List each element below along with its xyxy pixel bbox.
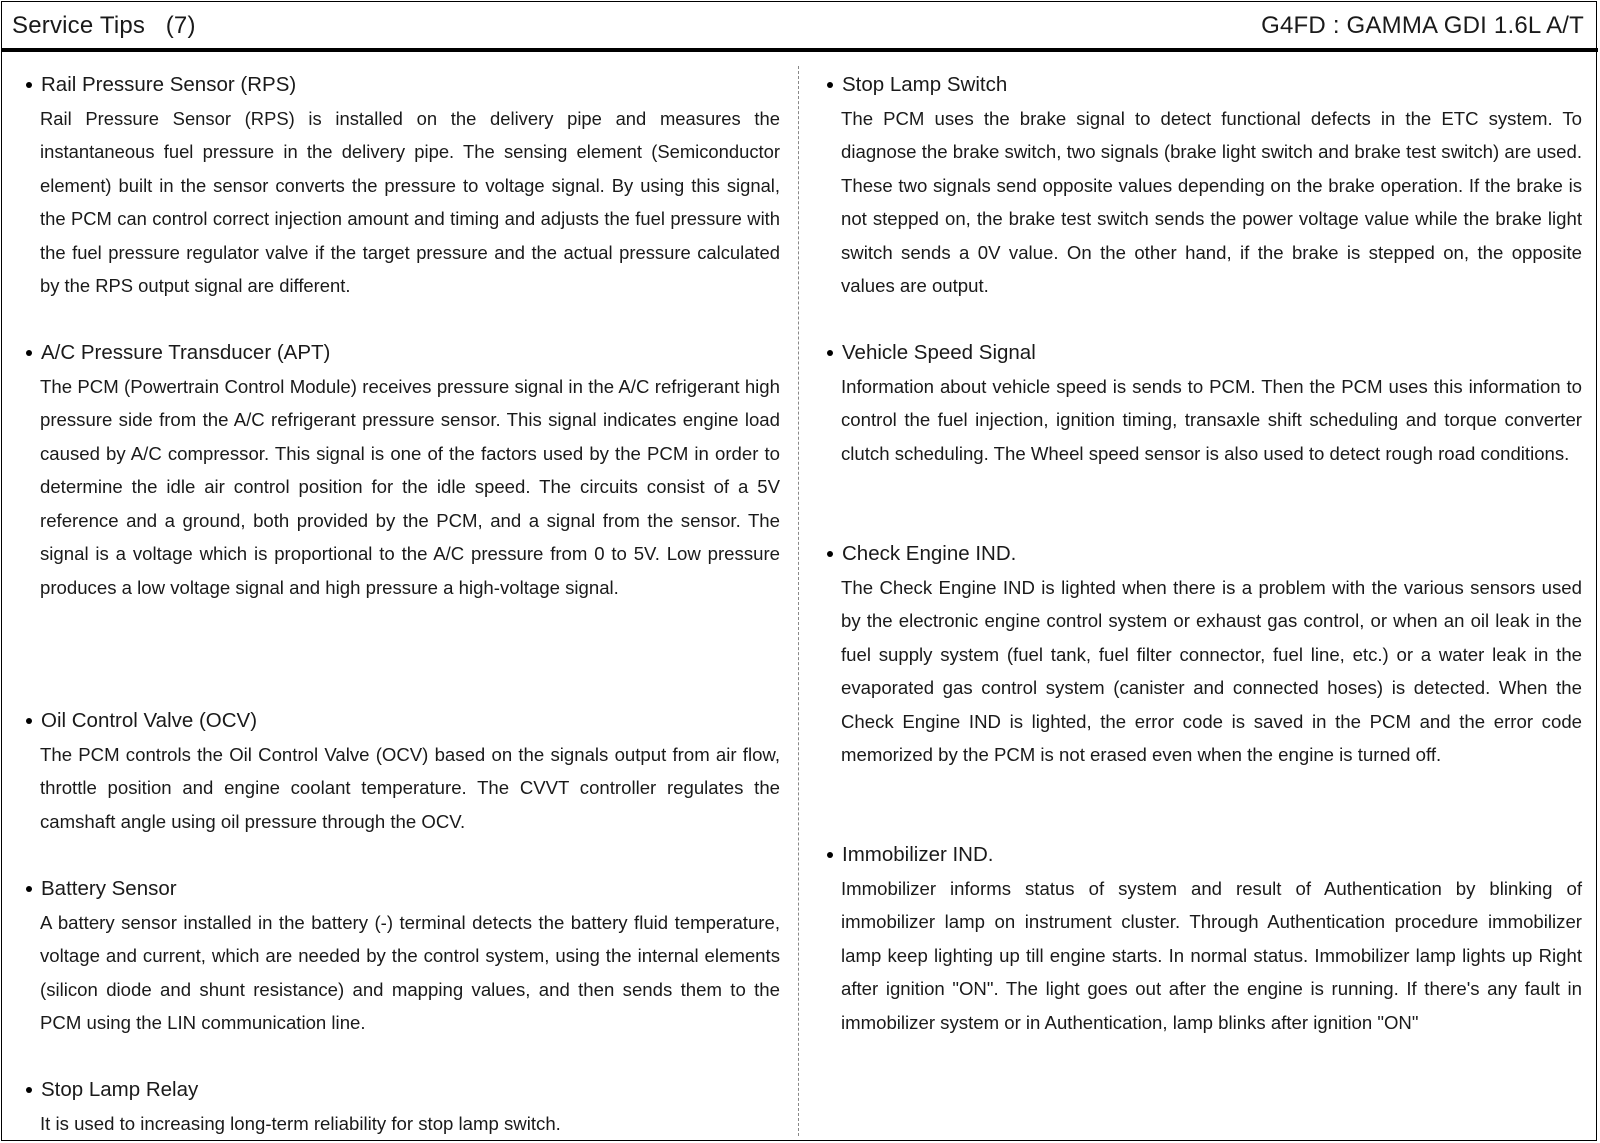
section-body: Information about vehicle speed is sends to PCM. Then the PCM uses this information to control the fuel injection, ignition timing, transaxle shift scheduling and torque converter clutch scheduling. The Wheel speed sensor is also used to detect rough road conditions.: [841, 375, 1582, 464]
section-title: Stop Lamp Relay: [41, 1078, 199, 1101]
bullet-icon: [827, 551, 833, 557]
section-title: Stop Lamp Switch: [842, 73, 1008, 96]
bullet-icon: [827, 350, 833, 356]
bullet-icon: [827, 82, 833, 88]
section-body: The PCM (Powertrain Control Module) receives pressure signal in the A/C refrigerant high pressure side from the A/C refrigerant pressure sensor. This signal indicates engine load caused by A/C compressor. This signal is one of the factors used by the PCM in order to determine the idle air control position for the idle speed. The circuits consist of a 5V reference and a ground, both provided by the PCM, and a signal from the sensor. The signal is a voltage which is proportional to the A/C pressure from 0 to 5V. Low pressure produces a low voltage signal and high pressure a high-voltage signal.: [40, 375, 780, 598]
section-check-engine-ind: [825, 537, 1582, 772]
section-body: The PCM controls the Oil Control Valve (OCV) based on the signals output from air flow, throttle position and engine coolant temperature. The CVVT controller regulates the camshaft angle using oil pressure through the OCV.: [40, 743, 780, 832]
section-stop-lamp-switch: [825, 68, 1582, 303]
section-rail-pressure-sensor: [24, 68, 780, 303]
page-title: Service Tips (7): [12, 12, 196, 39]
section-body: Immobilizer informs status of system and result of Authentication by blinking of immobilizer lamp on instrument cluster. Through Authentication procedure immobilizer lamp keep lighting up till engine starts. In normal status. Immobilizer lamp lights up Right after ignition "ON". The light goes out after the engine is running. If there's any fault in immobilizer system or in Authentication, lamp blinks after ignition "ON": [841, 877, 1582, 1033]
section-title: Vehicle Speed Signal: [842, 341, 1036, 364]
section-title: A/C Pressure Transducer (APT): [41, 341, 331, 364]
section-title: Rail Pressure Sensor (RPS): [41, 73, 297, 96]
section-ac-pressure-transducer: [24, 336, 780, 604]
section-title: Battery Sensor: [41, 877, 177, 900]
section-body: The Check Engine IND is lighted when there is a problem with the various sensors used by the electronic engine control system or exhaust gas control, or when an oil leak in the fuel supply system (fuel tank, fuel filter connector, fuel line, etc.) or a water leak in the evaporated gas control system (canister and connected hoses) is detected. When the Check Engine IND is lighted, the error code is saved in the PCM and the error code memorized by the PCM is not erased even when the engine is turned off.: [841, 576, 1582, 765]
section-body: Rail Pressure Sensor (RPS) is installed on the delivery pipe and measures the instantaneous fuel pressure in the delivery pipe. The sensing element (Semiconductor element) built in the sensor converts the pressure to voltage signal. By using this signal, the PCM can control correct injection amount and timing and adjusts the fuel pressure with the fuel pressure regulator valve if the target pressure and the actual pressure calculated by the RPS output signal are different.: [40, 107, 780, 296]
column-divider: [798, 66, 799, 1136]
page-header: [2, 2, 1598, 52]
bullet-icon: [827, 852, 833, 858]
section-title: Oil Control Valve (OCV): [41, 709, 258, 732]
section-stop-lamp-relay: [24, 1073, 780, 1140]
section-title: Immobilizer IND.: [842, 843, 994, 866]
section-vehicle-speed-signal: [825, 336, 1582, 470]
section-battery-sensor: [24, 872, 780, 1040]
bullet-icon: [26, 350, 32, 356]
engine-model-label: G4FD : GAMMA GDI 1.6L A/T: [1261, 12, 1584, 39]
section-oil-control-valve: [24, 704, 780, 838]
section-title: Check Engine IND.: [842, 542, 1017, 565]
bullet-icon: [26, 1087, 32, 1093]
section-body: The PCM uses the brake signal to detect functional defects in the ETC system. To diagnose the brake switch, two signals (brake light switch and brake test switch) are used. These two signals send opposite values depending on the brake operation. If the brake is not stepped on, the brake test switch sends the power voltage value while the brake light switch sends a 0V value. On the other hand, if the brake is stepped on, the opposite values are output.: [841, 107, 1582, 296]
section-immobilizer-ind: [825, 838, 1582, 1039]
section-body: A battery sensor installed in the battery (-) terminal detects the battery fluid temperature, voltage and current, which are needed by the control system, using the internal elements (silicon diode and shunt resistance) and mapping values, and then sends them to the PCM using the LIN communication line.: [40, 911, 780, 1033]
bullet-icon: [26, 718, 32, 724]
section-body: It is used to increasing long-term reliability for stop lamp switch.: [40, 1112, 561, 1134]
bullet-icon: [26, 82, 32, 88]
bullet-icon: [26, 886, 32, 892]
